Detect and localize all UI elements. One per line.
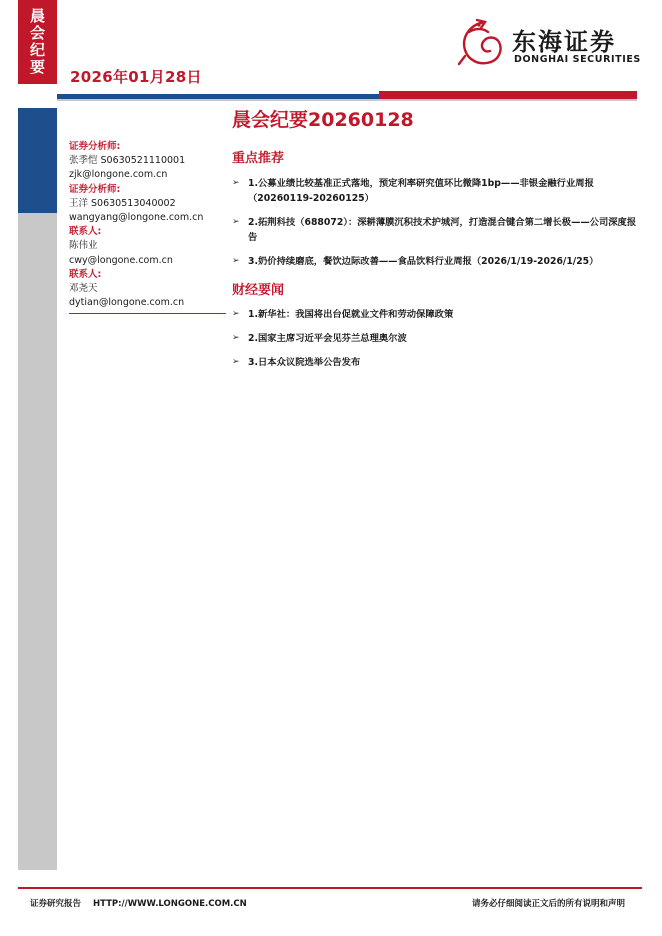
report-type-tag-char: 要 (29, 58, 45, 76)
analyst-name-cert: 陈伟业 (69, 240, 98, 252)
list-item-text: 3.奶价持续磨底，餐饮边际改善——食品饮料行业周报（2026/1/19-2026/1/25） (248, 256, 599, 267)
company-name-en: DONGHAI SECURITIES (514, 54, 641, 65)
header-bar-grey (57, 99, 637, 101)
report-type-tag-char: 纪 (29, 41, 45, 59)
analyst-email[interactable]: cwy@longone.com.cn (69, 254, 173, 266)
arrow-bullet-icon: ➢ (232, 217, 240, 227)
list-item[interactable] (232, 176, 640, 206)
report-type-tag-char: 会 (29, 24, 45, 42)
list-item[interactable] (232, 215, 640, 245)
analyst-list (69, 140, 229, 310)
list-item-text: 2.拓荆科技（688072）：深耕薄膜沉积技术护城河，打造混合键合第二增长极——公司深度报告 (248, 217, 637, 243)
arrow-bullet-icon: ➢ (232, 256, 240, 266)
list-item[interactable] (232, 331, 640, 346)
footer-website-link[interactable]: HTTP://WWW.LONGONE.COM.CN (93, 899, 247, 909)
section-title-financial-news: 财经要闻 (232, 283, 285, 298)
sidebar-accent-blue (18, 108, 57, 213)
list-item[interactable] (232, 355, 640, 370)
arrow-bullet-icon: ➢ (232, 357, 240, 367)
analyst-role: 联系人: (69, 268, 102, 280)
analyst-role: 证券分析师: (69, 183, 121, 195)
arrow-bullet-icon: ➢ (232, 309, 240, 319)
footer-disclaimer: 请务必仔细阅读正文后的所有说明和声明 (472, 899, 626, 909)
section-title-key-recommendations: 重点推荐 (232, 151, 285, 166)
page-title: 晨会纪要20260128 (232, 109, 414, 131)
arrow-bullet-icon: ➢ (232, 333, 240, 343)
arrow-bullet-icon: ➢ (232, 178, 240, 188)
header-bar-red (379, 91, 637, 99)
report-type-tag (18, 0, 57, 84)
list-item-text: 2.国家主席习近平会见芬兰总理奥尔波 (248, 333, 407, 344)
report-type-tag-text (18, 8, 57, 76)
list-item[interactable] (232, 307, 640, 322)
analyst-name-cert: 王洋 S0630513040002 (69, 197, 176, 209)
analyst-email[interactable]: dytian@longone.com.cn (69, 297, 185, 309)
sidebar-accent-grey (18, 213, 57, 870)
company-name-cn: 东海证券 (512, 27, 616, 56)
footer-left (30, 897, 247, 909)
report-type-tag-char: 晨 (29, 7, 45, 25)
analyst-divider (69, 313, 226, 314)
analyst-name-cert: 邓尧天 (69, 283, 98, 295)
list-item-text: 3.日本众议院选举公告发布 (248, 357, 361, 368)
footer-divider (18, 887, 642, 889)
analyst-role: 证券分析师: (69, 141, 121, 152)
analyst-name-cert: 张季恺 S0630521110001 (69, 155, 186, 167)
list-item[interactable] (232, 254, 640, 269)
footer-report-type: 证券研究报告 (30, 899, 82, 909)
analyst-email[interactable]: wangyang@longone.com.cn (69, 212, 204, 224)
list-item-text: 1.新华社：我国将出台促就业文件和劳动保障政策 (248, 309, 454, 320)
analyst-email[interactable]: zjk@longone.com.cn (69, 169, 168, 181)
analyst-role: 联系人: (69, 226, 102, 238)
report-date: 2026年01月28日 (70, 68, 202, 86)
list-item-text: 1.公募业绩比较基准正式落地，预定利率研究值环比微降1bp——非银金融行业周报（20260119-20260125） (248, 178, 594, 204)
